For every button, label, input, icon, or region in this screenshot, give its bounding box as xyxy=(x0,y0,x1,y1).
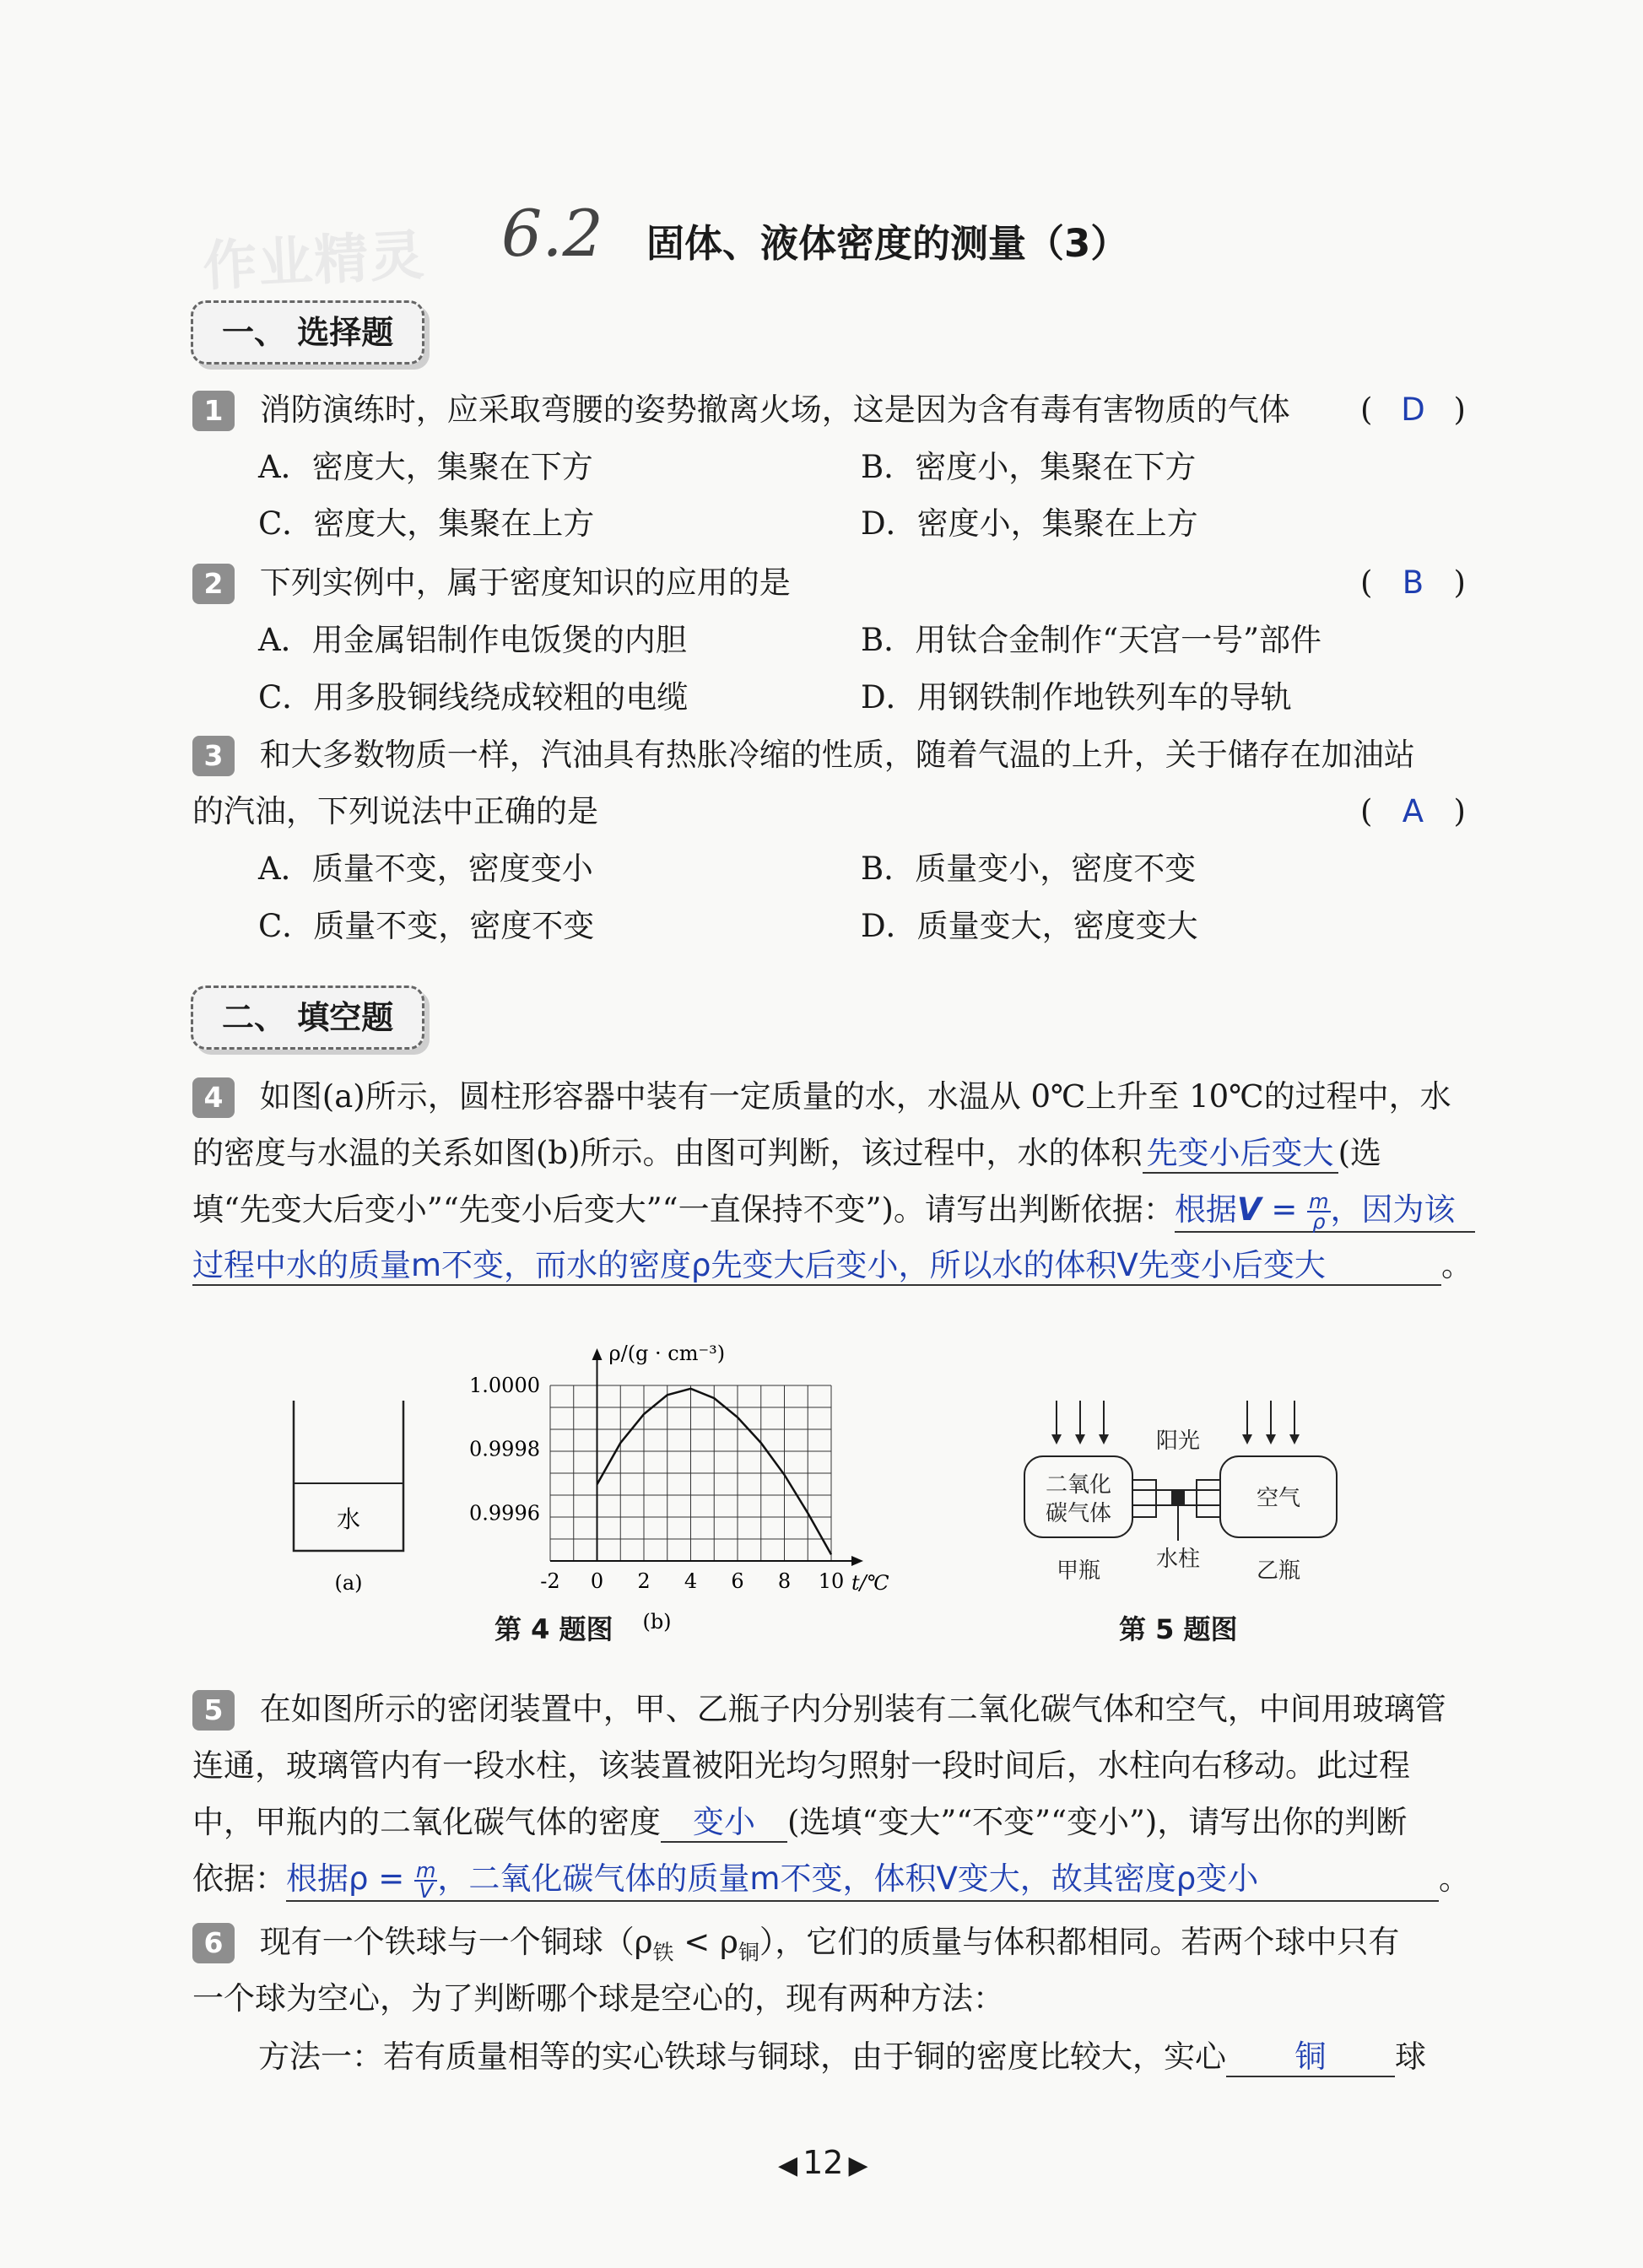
option-d: D．用钢铁制作地铁列车的导轨 xyxy=(861,679,1292,716)
q5-frac-den: V xyxy=(419,1878,433,1903)
page-number xyxy=(778,2141,868,2187)
question-number: 2 xyxy=(192,564,235,604)
q5-line3-tail: (选填“变大”“不变”“变小”)，请写出你的判断 xyxy=(787,1804,1408,1840)
q6-line1 xyxy=(259,1924,1400,1965)
water-column-label: 水柱 xyxy=(1155,1547,1201,1572)
q6-line3-text: 方法一：若有质量相等的实心铁球与铜球，由于铜的密度比较大，实心 xyxy=(258,2038,1226,2075)
q5-line2: 连通，玻璃管内有一段水柱，该装置被阳光均匀照射一段时间后，水柱向右移动。此过程 xyxy=(192,1747,1410,1784)
q5-line3 xyxy=(192,1802,1407,1843)
section-number: 6.2 xyxy=(501,196,603,271)
question-3 xyxy=(192,735,1415,776)
figure-5-apparatus xyxy=(1013,1392,1367,1599)
option-c: C．密度大，集聚在上方 xyxy=(258,505,595,542)
answer-choice: D xyxy=(1401,392,1425,428)
q5-line3-text: 中，甲瓶内的二氧化碳气体的密度 xyxy=(192,1804,661,1840)
q4-line1: 如图(a)所示，圆柱形容器中装有一定质量的水，水温从 0℃上升至 10℃的过程中，水 xyxy=(259,1078,1451,1115)
sunlight-label: 阳光 xyxy=(1155,1428,1201,1454)
question-1 xyxy=(192,390,1290,431)
q5-line4-text: 依据： xyxy=(192,1860,286,1897)
answer-choice: B xyxy=(1402,564,1424,601)
option-b: B．密度小，集聚在下方 xyxy=(861,449,1197,485)
q4-line4 xyxy=(192,1245,1473,1286)
question-stem-line1: 和大多数物质一样，汽油具有热胀冷缩的性质，随着气温的上升，关于储存在加油站 xyxy=(259,737,1415,773)
q6-less-than: < ρ xyxy=(673,1924,738,1960)
period: 。 xyxy=(1439,1860,1470,1897)
q4-reason-v: V xyxy=(1236,1191,1262,1228)
arrow-head xyxy=(1266,1434,1276,1444)
q6-line1-b: ），它们的质量与体积都相同。若两个球中只有 xyxy=(759,1924,1400,1960)
question-2 xyxy=(192,563,791,604)
x-axis-label: t/℃ xyxy=(851,1571,889,1595)
q6-line3 xyxy=(258,2037,1426,2077)
option-d: D．质量变大，密度变大 xyxy=(861,908,1198,944)
page-number-text: 12 xyxy=(803,2144,844,2181)
q6-line1-a: 现有一个铁球与一个铜球（ρ xyxy=(259,1924,653,1960)
question-number: 6 xyxy=(192,1923,235,1963)
option-a: A．用金属铝制作电饭煲的内胆 xyxy=(258,622,687,658)
option-a: A．密度大，集聚在下方 xyxy=(258,449,593,485)
y-tick-label: 0.9998 xyxy=(469,1437,540,1461)
x-axis-arrow xyxy=(851,1556,863,1566)
q5-answer-reason xyxy=(286,1860,1439,1902)
arrow-head xyxy=(1099,1434,1109,1444)
stopper-left xyxy=(1132,1480,1156,1517)
y-tick-label: 0.9996 xyxy=(469,1501,540,1526)
y-tick-label: 1.0000 xyxy=(469,1374,540,1397)
question-number: 1 xyxy=(192,391,235,431)
q5-frac-num: m xyxy=(416,1858,436,1882)
figure-5-caption: 第 5 题图 xyxy=(1119,1613,1238,1645)
y-axis-arrow xyxy=(592,1348,603,1360)
watermark: 作业精灵 xyxy=(201,224,428,299)
q6-line3-tail: 球 xyxy=(1395,2038,1426,2075)
x-tick-label: 10 xyxy=(818,1569,845,1593)
figure-4a-container xyxy=(278,1392,422,1603)
q4-frac-den: ρ xyxy=(1312,1209,1326,1234)
next-arrow-icon: ▶ xyxy=(848,2151,868,2180)
answer-bracket: ( B ) xyxy=(1360,563,1466,603)
q4-reason-eq: = xyxy=(1261,1191,1308,1228)
arrow-head xyxy=(1242,1434,1252,1444)
q6-line2: 一个球为空心，为了判断哪个球是空心的，现有两种方法： xyxy=(192,1980,1004,2017)
q4-reason-prefix: 根据 xyxy=(1174,1191,1237,1228)
option-d: D．密度小，集聚在上方 xyxy=(861,505,1198,542)
option-c: C．质量不变，密度不变 xyxy=(258,908,595,944)
q4-line2-tail: (选 xyxy=(1338,1135,1381,1171)
q5-answer-density: 变小 xyxy=(661,1804,787,1843)
subfig-a-label: (a) xyxy=(334,1571,363,1595)
answer-bracket: ( D ) xyxy=(1360,390,1466,430)
option-b: B．质量变小，密度不变 xyxy=(861,850,1197,887)
arrow-head xyxy=(1051,1434,1062,1444)
q4-line2 xyxy=(192,1133,1381,1174)
water-label: 水 xyxy=(336,1505,361,1533)
q4-reason-tail: ，因为该 xyxy=(1330,1191,1456,1228)
q4-answer-reason-cont: 过程中水的质量m不变，而水的密度ρ先变大后变小，所以水的体积V先变小后变大 xyxy=(192,1247,1441,1286)
water-column xyxy=(1171,1491,1185,1504)
q5-line1: 在如图所示的密闭装置中，甲、乙瓶子内分别装有二氧化碳气体和空气，中间用玻璃管 xyxy=(259,1691,1446,1727)
q6-sub-copper: 铜 xyxy=(738,1940,759,1965)
bottle-yi-label: 乙瓶 xyxy=(1256,1558,1301,1584)
question-number: 4 xyxy=(192,1077,235,1118)
co2-label-2: 碳气体 xyxy=(1045,1501,1112,1526)
section-heading-fill: 二、 填空题 xyxy=(191,986,424,1050)
option-a: A．质量不变，密度变小 xyxy=(258,850,593,887)
q5-line4 xyxy=(192,1859,1470,1902)
section-heading-choice: 一、 选择题 xyxy=(191,300,424,364)
q4-frac-num: m xyxy=(1309,1189,1329,1213)
q5-reason-body: ，二氧化碳气体的质量m不变，体积V变大，故其密度ρ变小 xyxy=(437,1860,1259,1897)
question-6 xyxy=(192,1922,1399,1973)
q4-answer-reason-start xyxy=(1175,1191,1475,1233)
q6-answer: 铜 xyxy=(1226,2038,1395,2077)
bottle-jia-label: 甲瓶 xyxy=(1056,1558,1101,1584)
period: 。 xyxy=(1441,1247,1473,1283)
x-tick-label: 2 xyxy=(637,1569,651,1593)
option-c: C．用多股铜线绕成较粗的电缆 xyxy=(258,679,689,716)
q4-answer-volume: 先变小后变大 xyxy=(1143,1135,1338,1174)
q4-line3-text: 填“先变大后变小”“先变小后变大”“一直保持不变”)。请写出判断依据： xyxy=(192,1191,1175,1228)
question-5 xyxy=(192,1689,1446,1731)
q4-fraction xyxy=(1307,1189,1330,1234)
answer-bracket: ( A ) xyxy=(1360,791,1466,832)
question-stem-line2: 的汽油，下列说法中正确的是 xyxy=(192,793,598,829)
x-tick-label: 6 xyxy=(731,1569,744,1593)
arrow-head xyxy=(1075,1434,1085,1444)
q5-reason-prefix: 根据ρ = xyxy=(286,1860,415,1897)
x-tick-label: -2 xyxy=(540,1569,560,1593)
answer-choice: A xyxy=(1402,793,1424,829)
question-4 xyxy=(192,1077,1451,1118)
q6-sub-iron: 铁 xyxy=(652,1940,674,1965)
q5-fraction xyxy=(414,1858,437,1903)
co2-label-1: 二氧化 xyxy=(1045,1472,1112,1498)
x-tick-label: 4 xyxy=(684,1569,698,1593)
q4-line2-text: 的密度与水温的关系如图(b)所示。由图可判断，该过程中，水的体积 xyxy=(192,1135,1143,1171)
q4-line3 xyxy=(192,1190,1475,1233)
subfig-b-label: (b) xyxy=(642,1610,672,1634)
x-tick-label: 8 xyxy=(777,1569,792,1593)
arrow-head xyxy=(1289,1434,1300,1444)
question-number: 5 xyxy=(192,1690,235,1731)
prev-arrow-icon: ◀ xyxy=(778,2151,798,2180)
stopper-right xyxy=(1197,1480,1220,1517)
option-b: B．用钛合金制作“天宫一号”部件 xyxy=(861,622,1322,658)
question-stem: 下列实例中，属于密度知识的应用的是 xyxy=(259,564,791,601)
question-stem: 消防演练时，应采取弯腰的姿势撤离火场，这是因为含有毒有害物质的气体 xyxy=(259,392,1290,428)
question-number: 3 xyxy=(192,736,235,776)
page-title: 固体、液体密度的测量（3） xyxy=(646,221,1129,266)
y-axis-label: ρ/(g · cm⁻³) xyxy=(608,1342,726,1365)
figure-4-caption: 第 4 题图 xyxy=(495,1613,613,1645)
x-tick-label: 0 xyxy=(590,1569,604,1593)
air-label: 空气 xyxy=(1256,1486,1301,1511)
